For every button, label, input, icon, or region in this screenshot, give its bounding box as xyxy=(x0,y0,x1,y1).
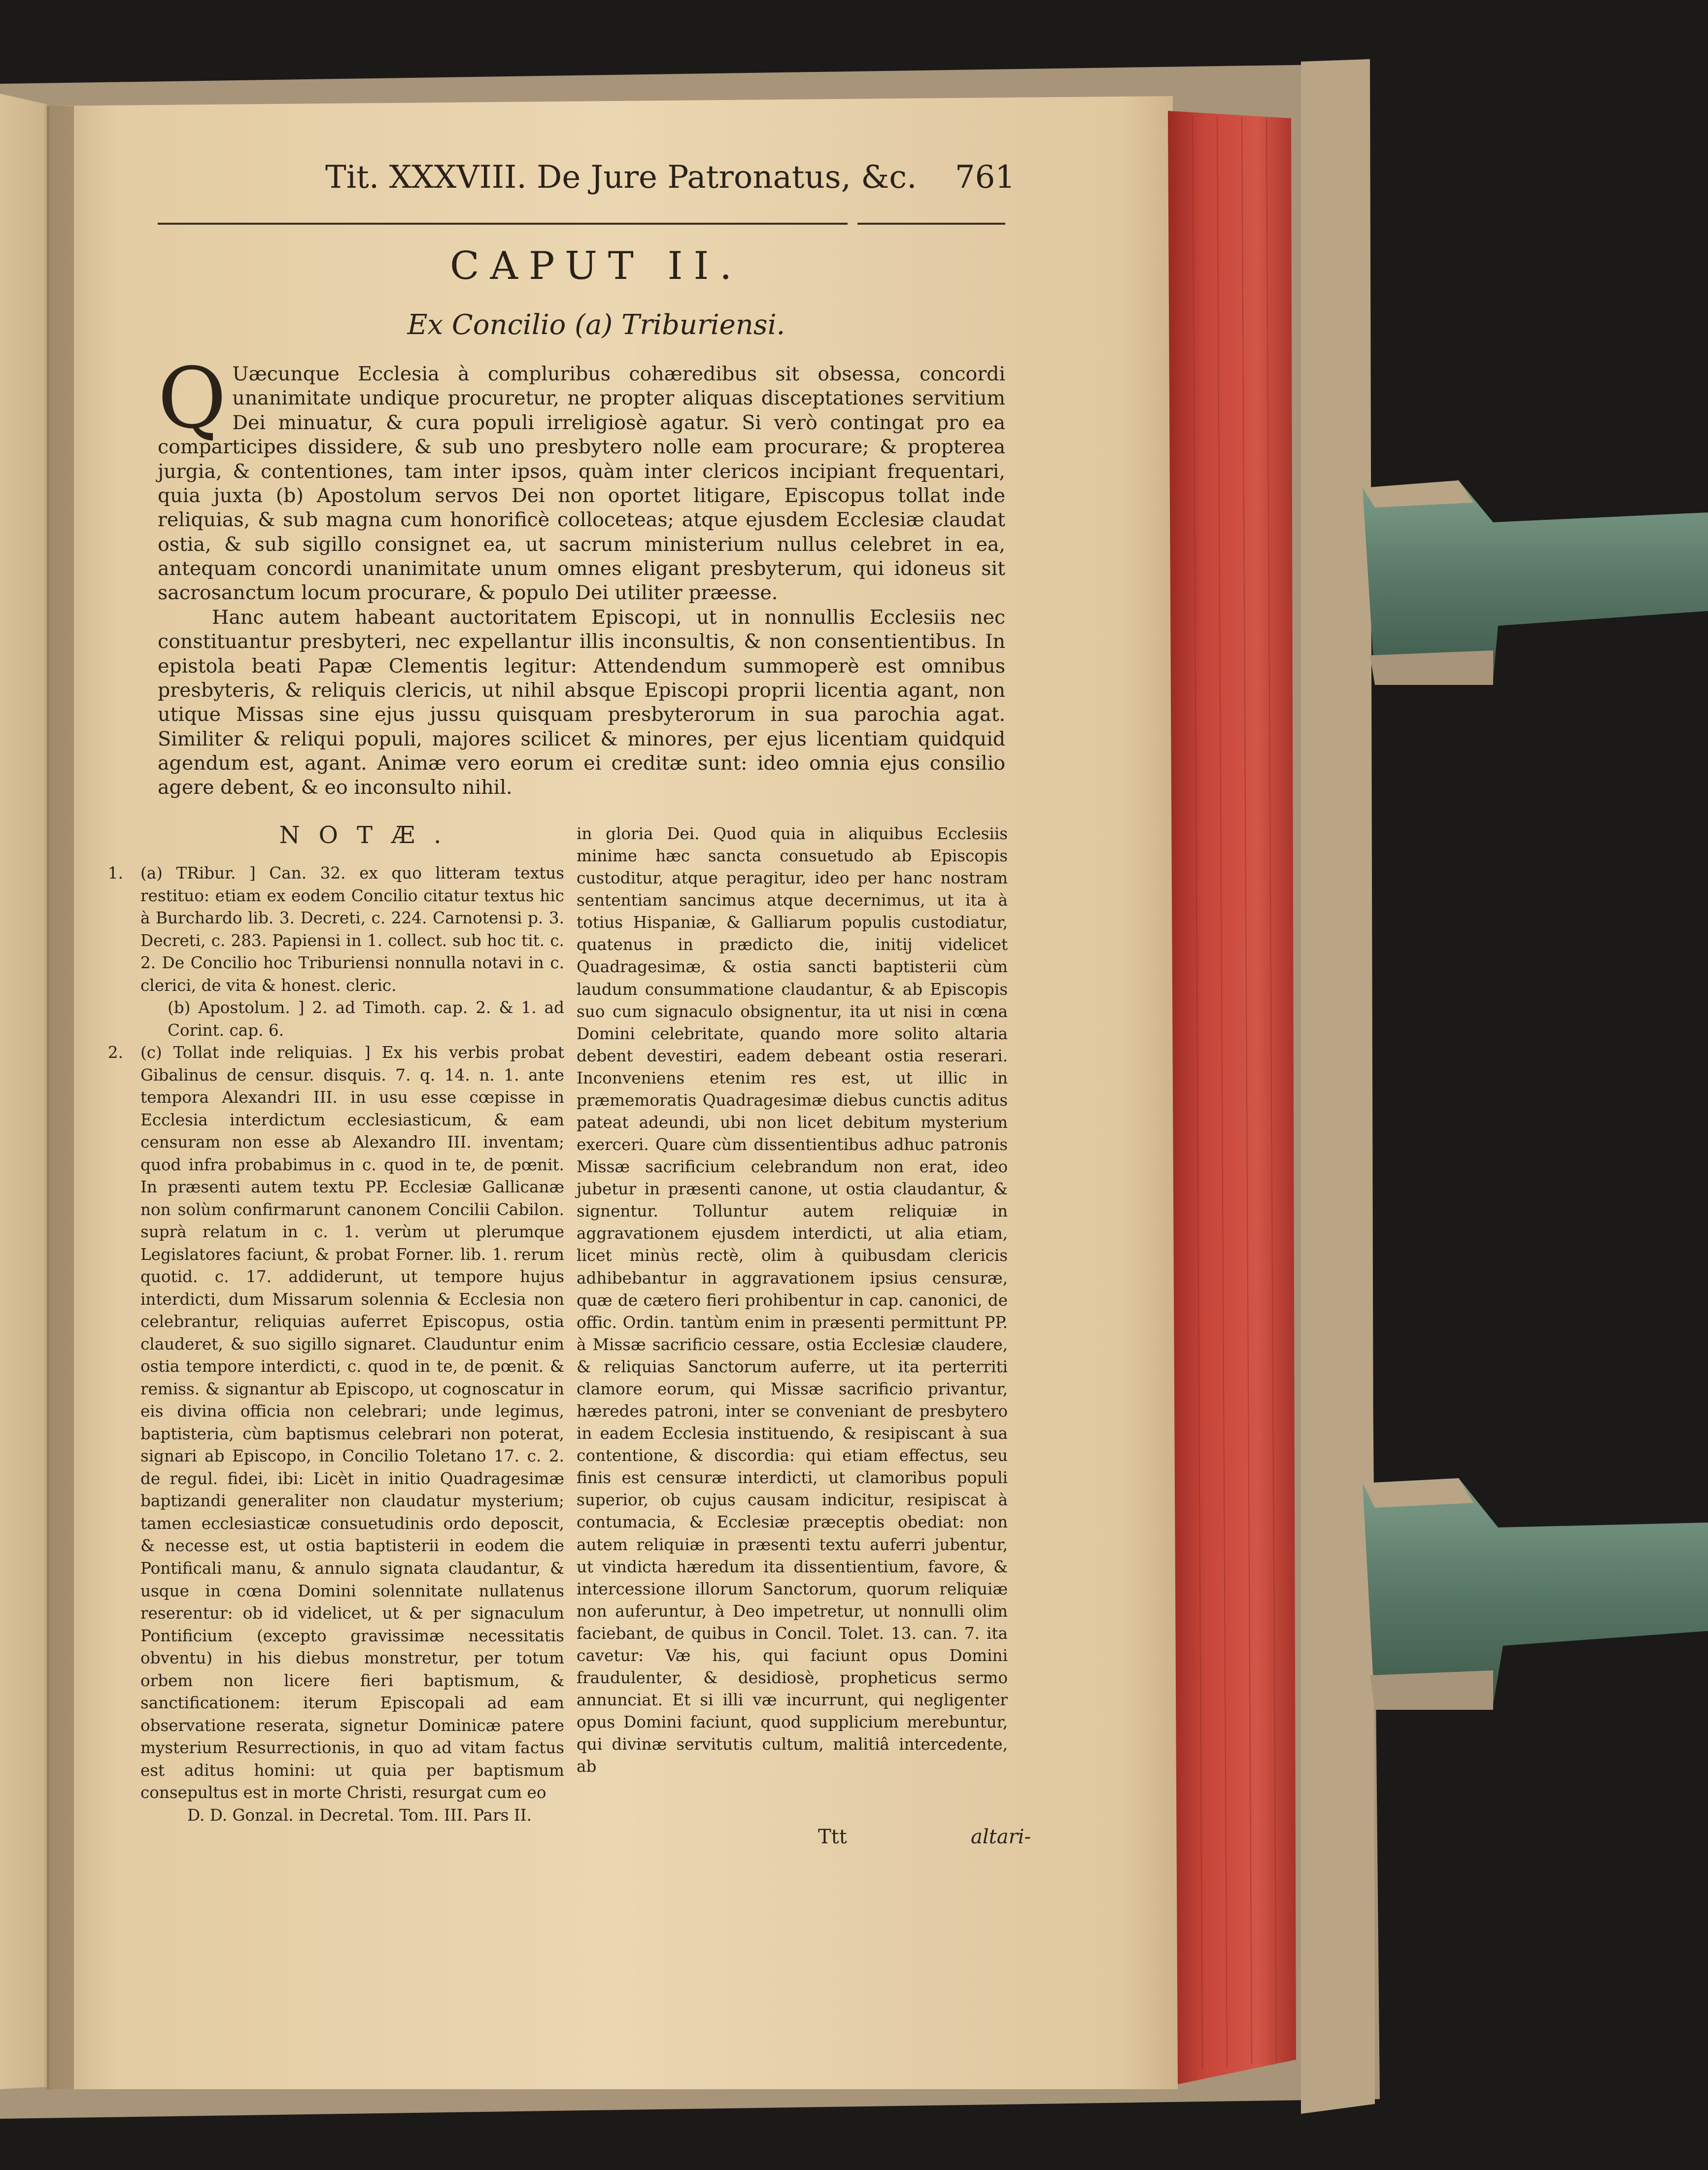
note-text: (a) TRibur. ] Can. 32. ex quo litteram textus restituo: etiam ex eodem Concilio citatur textus hic à Burchardo lib. 3. Decreti, c. 224. Carnotensi p. 3. Decreti, c. 283. Papiensi in 1. collect. sub hoc tit. c. 2. De Concilio hoc Triburiensi nonnulla notavi in c. clerici, de vita & honest. cleric. xyxy=(140,864,564,995)
header-rule-right xyxy=(857,223,1005,225)
running-header xyxy=(325,150,1015,204)
notes-right-column xyxy=(577,823,1008,1778)
note-text: (b) Apostolum. ] 2. ad Timoth. cap. 2. & 1. ad Corint. cap. 6. xyxy=(168,998,564,1040)
note-1 xyxy=(107,862,564,997)
main-paragraph-1: Uæcunque Ecclesia à compluribus cohæredibus sit obsessa, concordi unanimitate undique procuretur, ne propter aliquas disceptationes servitium Dei minuatur, & cura populi irreligiosè agatur. Si verò contingat pro ea comparticipes dissidere, & sub uno presbytero nolle eam procurare; & propterea jurgia, & contentiones, tam inter ipsos, quàm inter clericos incipiant frequentari, quia juxta (b) Apostolum servos Dei non oportet litigare, Episcopus tollat inde reliquias, & sub magna cum honorificè colloceteas; atque ejusdem Ecclesiæ claudat ostia, & sub sigillo consignet ea, ut sacrum ministerium nullus celebret in ea, antequam concordi unanimitate unum omnes eligant presbyterum, qui idoneus sit sacrosanctum locum procurare, & populo Dei utiliter præesse. xyxy=(158,363,1005,605)
signature-mark: Ttt xyxy=(818,1826,847,1848)
note-number: 1. xyxy=(107,864,123,882)
note-b xyxy=(140,997,564,1042)
main-paragraph-2: Hanc autem habeant auctoritatem Episcopi, ut in nonnullis Ecclesiis nec constituantur presbyteri, nec expellantur illis inconsultis, & non consentientibus. In epistola beati Papæ Clementis legitur: Attendendum summoperè est omnibus presbyteris, & reliquis clericis, ut nihil absque Episcopi proprii licentia agant, non utique Missas sine ejus jussu quisquam presbyterorum in sua parochia agat. Similiter & reliqui populi, majores scilicet & minores, per ejus licentiam quidquid agendum est, agant. Animæ vero eorum ei creditæ sunt: ideo omnia ejus consilio agere debent, & eo inconsulto nihil. xyxy=(158,606,1005,799)
note-2 xyxy=(107,1042,564,1804)
chapter-title: CAPUT II. xyxy=(449,244,743,288)
notes-left-column xyxy=(107,862,564,1827)
main-text xyxy=(158,350,1005,800)
note-text: (c) Tollat inde reliquias. ] Ex his verbis probat Gibalinus de censur. disquis. 7. q. 14. n. 1. ante tempora Alexandri III. in usu esse cœpisse in Ecclesia interdictum ecclesiasticum, & eam censuram non esse ab Alexandro III. inventam; quod infra probabimus in c. quod in te, de pœnit. In præsenti autem textu PP. Ecclesiæ Gallicanæ non solùm confirmarunt canonem Concilii Cabilon. suprà relatum in c. 1. verùm ut plerumque Legislatores faciunt, & probat Forner. lib. 1. rerum quotid. c. 17. addiderunt, ut tempore hujus interdicti, dum Missarum solennia & Ecclesia non celebrantur, reliquias auferret Episcopus, ostia clauderet, & suo sigillo signaret. Clauduntur enim ostia tempore interdicti, c. quod in te, de pœnit. & remiss. & signantur ab Episcopo, ut cognoscatur in eis divina officia non celebrari; unde legimus, baptisteria, cùm baptismus celebrari non poterat, signari ab Episcopo, in Concilio Toletano 17. c. 2. de regul. fidei, ibi: Licèt in initio Quadragesimæ baptizandi generaliter non claudatur mysterium; tamen ecclesiasticæ consuetudinis ordo deposcit, & necesse est, ut ostia baptisterii in eodem die Pontificali manu, & annulo signata claudantur, & usque in cœna Domini solennitate nullatenus reserentur: ob id videlicet, ut & per signaculum Pontificium (excepto gravissimæ necessitatis obventu) in his diebus monstretur, per totum orbem non licere fieri baptismum, & sanctificationem: iterum Episcopali ad eam observatione reserata, signetur Dominicæ patere mysterium Resurrectionis, in quo ad vitam factus est aditus homini: ut quia per baptismum consepultus est in morte Christi, resurgat cum eo xyxy=(140,1043,564,1802)
catchword: altari- xyxy=(971,1826,1031,1848)
left-footer: D. D. Gonzal. in Decretal. Tom. III. Pars II. xyxy=(187,1805,532,1825)
dropcap: Q xyxy=(158,350,227,447)
page-number: 761 xyxy=(955,159,1015,196)
note-number: 2. xyxy=(107,1043,123,1062)
notes-heading: NOTÆ. xyxy=(279,821,460,849)
chapter-source: Ex Concilio (a) Triburiensi. xyxy=(407,309,786,341)
note-text-continued: in gloria Dei. Quod quia in aliquibus Ecclesiis minime hæc sancta consuetudo ab Episcopis custoditur, atque peragitur, ideo per hanc nostram sententiam sancimus atque decernimus, ut ita à totius Hispaniæ, & Galliarum populis custodiatur, quatenus in prædicto die, initij videlicet Quadragesimæ, & ostia sancti baptisterii cùm laudum consummatione claudantur, & ab Episcopis suo cum signaculo obsignentur, ita ut nisi in cœna Domini celebritate, quando more solito altaria debent devestiri, eadem debeant ostia reserari. Inconveniens etenim res est, ut illic in præmemoratis Quadragesimæ diebus cunctis aditus pateat adeundi, ubi non licet debitum mysterium exerceri. Quare cùm dissentientibus adhuc patronis Missæ sacrificium celebrandum non erat, ideo jubetur in præsenti canone, ut ostia claudantur, & signentur. Tolluntur autem reliquiæ in aggravationem ejusdem interdicti, ut alia etiam, licet minùs rectè, olim à quibusdam clericis adhibebantur in aggravationem ipsius censuræ, quæ de cætero fieri prohibentur in cap. canonici, de offic. Ordin. tantùm enim in præsenti permittunt PP. à Missæ sacrificio cessare, ostia Ecclesiæ claudere, & reliquias Sanctorum auferre, ut ita perterriti clamore eorum, qui Missæ sacrificio privantur, hæredes patroni, inter se conveniant de presbytero in eadem Ecclesia instituendo, & resipiscant à sua contentione, & discordia: qui etiam effectus, seu finis est censuræ interdicti, ut clamoribus populi superior, ob cujus causam indicitur, resipiscat à contumacia, & Ecclesiæ præceptis obediat: non autem reliquiæ in præsenti textu auferri jubentur, ut vindicta hæredum ita dissentientium, favore, & intercessione illorum Sanctorum, quorum reliquiæ non auferuntur, à Deo impetretur, ut nonnulli olim faciebant, de quibus in Concil. Tolet. 13. can. 7. ita cavetur: Væ his, qui faciunt opus Domini fraudulenter, & desidiosè, propheticus sermo annunciat. Et si illi væ incurrunt, qui negligenter opus Domini faciunt, quod supplicium merebuntur, qui divinæ servitutis cultum, malitiâ intercedente, ab xyxy=(577,824,1008,1776)
running-title: Tit. XXXVIII. De Jure Patronatus, &c. xyxy=(325,159,917,196)
header-rule xyxy=(158,223,848,225)
